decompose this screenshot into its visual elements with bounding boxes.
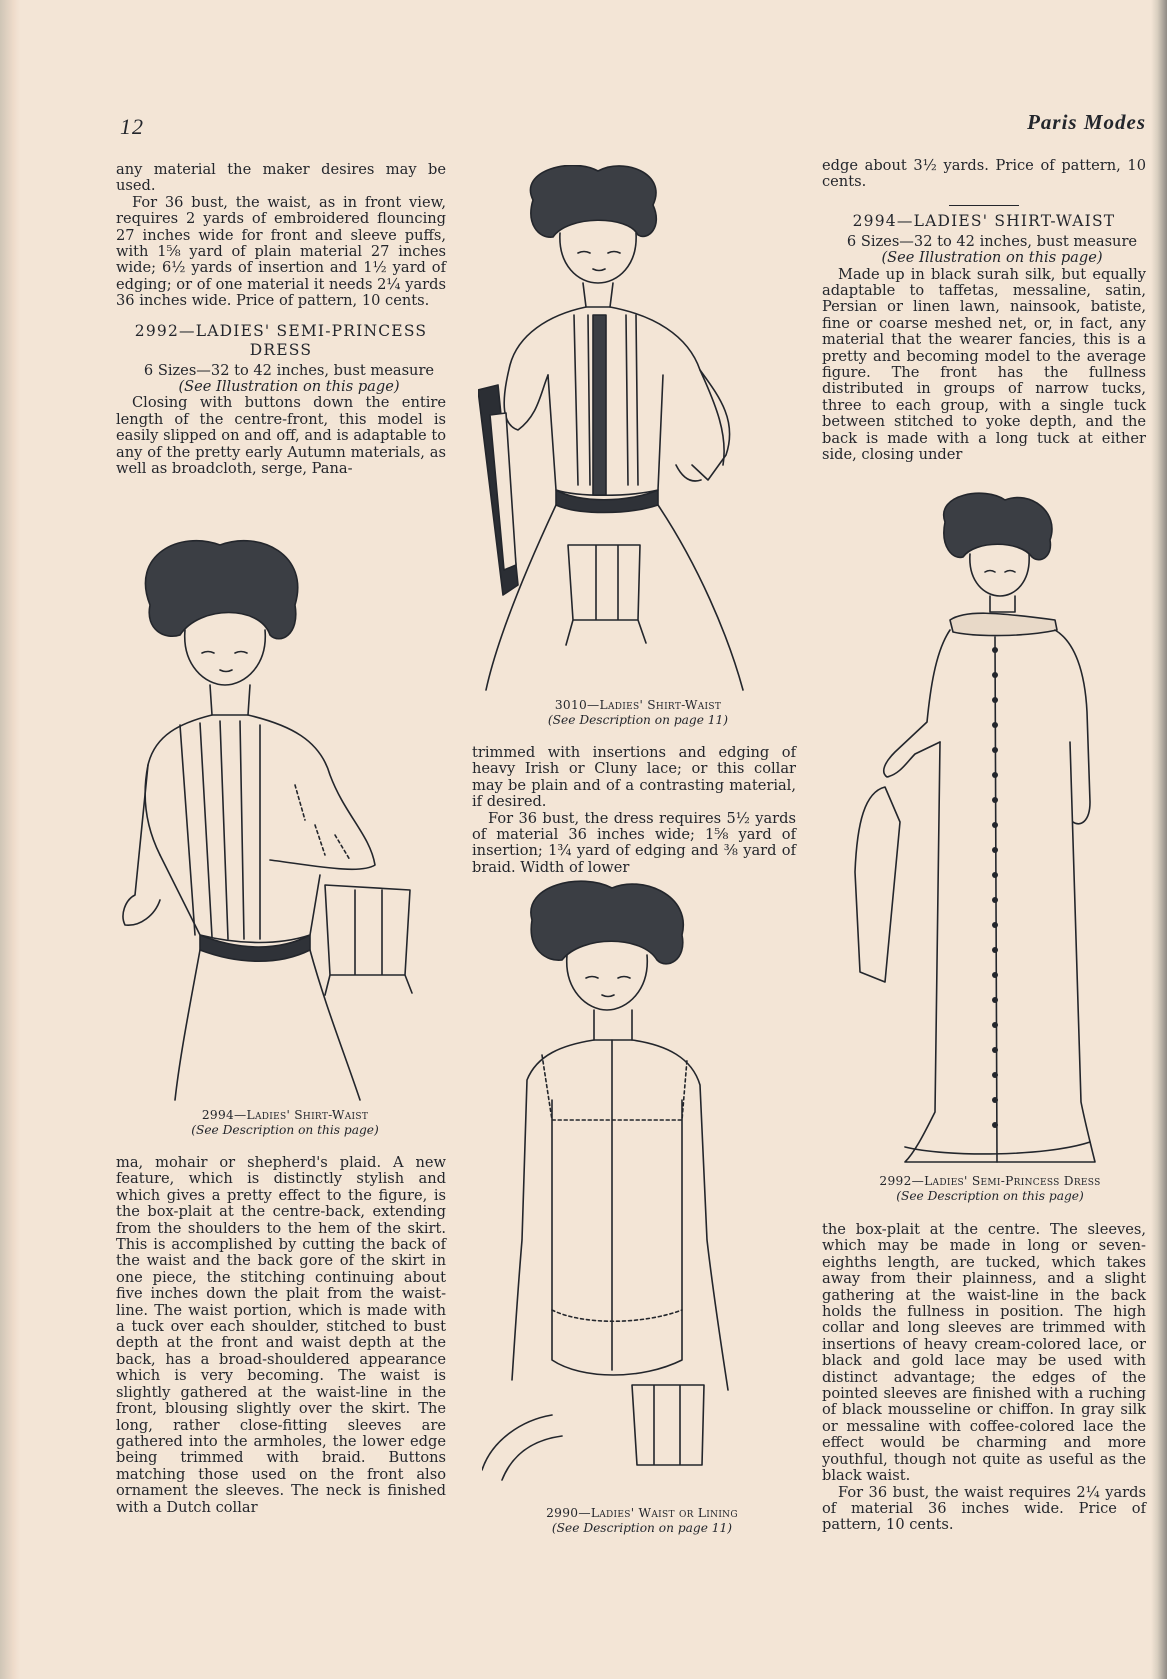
paragraph: ma, mohair or shepherd's plaid. A new feature, which is distinctly stylish and which gives a pretty effect to the figure, is the box-plait at the centre-back, extending from the shoulders to the hem of the skirt. This is accomplished by cutting the back of the waist and the back gore of the skirt in one piece, the stitching continuing about five inches down the plait from the waist-line. The waist portion, which is made with a tuck over each shoulder, stitched to bust depth at the front and waist depth at the back, has a broad-shouldered appearance which is very becoming. The waist is slightly gathered at the waist-line in the front, blousing slightly over the skirt. The long, rather close-fitting sleeves are gathered into the armholes, the lower edge being trimmed with braid. Buttons matching those used on the front also ornament the sleeves. The neck is finished with a Dutch collar bbox=[116, 1154, 446, 1516]
page-spine bbox=[0, 0, 20, 1679]
caption-description: (See Description on page 11) bbox=[551, 1521, 733, 1535]
paragraph: edge about 3½ yards. Price of pattern, 10 cents. bbox=[822, 157, 1146, 191]
button-column-marks bbox=[990, 640, 1000, 1150]
divider bbox=[949, 205, 1019, 206]
paragraph: For 36 bust, the waist requires 2¼ yards of material 36 inches wide. Price of pattern, 10 cents. bbox=[822, 1483, 1146, 1534]
column-2-middle bbox=[472, 745, 796, 876]
paragraph: Closing with buttons down the entire length of the centre-front, this model is easily slipped on and off, and is adaptable to any of the pretty early Autumn materials, as well as broadcloth, serge, Pana- bbox=[116, 394, 446, 478]
paragraph: Made up in black surah silk, but equally adaptable to taffetas, messaline, satin, Persian or linen lawn, nainsook, batiste, fine or coarse meshed net, or, in fact, any material that the wearer fancies, this is a pretty and becoming model to the average figure. The front has the fullness distributed in groups of narrow tucks, three to each group, with a single tuck between stitched to yoke depth, and the back is made with a long tuck at either side, closing under bbox=[822, 265, 1146, 464]
column-1-bottom bbox=[116, 1155, 446, 1516]
sizes-line: 6 Sizes—32 to 42 inches, bust measure bbox=[143, 361, 435, 379]
article-heading-2994: 2994—LADIES' SHIRT-WAIST bbox=[852, 211, 1116, 230]
caption-3010 bbox=[478, 698, 798, 728]
caption-2990 bbox=[482, 1506, 802, 1536]
paragraph: the box-plait at the centre. The sleeves, which may be made in long or seven-eighths length, are tucked, which takes away from their plainness, and a slight gathering at the waist-line in the back holds the fullness in position. The high collar and long sleeves are trimmed with insertions of heavy cream-colored lace, or black and gold lace may be used with distinct advantage; the edges of the pointed sleeves are finished with a ruching of black mousseline or chiffon. In gray silk or messaline with coffee-colored lace the effect would be charming and more youthful, though not quite as useful as the black waist. bbox=[822, 1221, 1146, 1485]
see-illustration: (See Illustration on this page) bbox=[881, 249, 1103, 267]
article-heading-2992: 2992—LADIES' SEMI-PRINCESS DRESS bbox=[134, 321, 428, 359]
running-header: Paris Modes bbox=[1027, 110, 1146, 134]
illustration-2990-waist-or-lining bbox=[482, 880, 802, 1495]
column-3-top bbox=[822, 158, 1146, 464]
caption-description: (See Description on this page) bbox=[896, 1189, 1084, 1203]
page-number: 12 bbox=[120, 114, 144, 139]
paragraph: trimmed with insertions and edging of heavy Irish or Cluny lace; or this collar may be plain and of a contrasting material, if desired. bbox=[472, 744, 796, 811]
illustration-2992-semi-princess-dress bbox=[845, 492, 1125, 1172]
see-illustration: (See Illustration on this page) bbox=[178, 378, 400, 396]
column-1-top bbox=[116, 162, 446, 478]
caption-2992 bbox=[840, 1174, 1140, 1204]
caption-title: 2990—Ladies' Waist or Lining bbox=[546, 1506, 738, 1520]
caption-title: 2994—Ladies' Shirt-Waist bbox=[201, 1108, 369, 1122]
caption-description: (See Description on page 11) bbox=[547, 713, 729, 727]
sizes-line: 6 Sizes—32 to 42 inches, bust measure bbox=[846, 232, 1138, 250]
paragraph: For 36 bust, the waist, as in front view, requires 2 yards of embroidered flouncing 27 inches wide for front and sleeve puffs, with 1⅝ yard of plain material 27 inches wide; 6½ yards of insertion and 1½ yard of edging; or of one material it needs 2¼ yards 36 inches wide. Price of pattern, 10 cents. bbox=[116, 193, 446, 310]
page-fore-edge bbox=[1151, 0, 1167, 1679]
illustration-2994-shirt-waist bbox=[120, 535, 450, 1105]
illustration-3010-shirt-waist bbox=[478, 165, 798, 695]
caption-description: (See Description on this page) bbox=[191, 1123, 379, 1137]
column-3-bottom bbox=[822, 1222, 1146, 1534]
caption-2994 bbox=[120, 1108, 450, 1138]
caption-title: 3010—Ladies' Shirt-Waist bbox=[554, 698, 722, 712]
caption-title: 2992—Ladies' Semi-Princess Dress bbox=[879, 1174, 1101, 1188]
paragraph: any material the maker desires may be used. bbox=[116, 161, 446, 195]
paragraph: For 36 bust, the dress requires 5½ yards of material 36 inches wide; 1⅝ yard of insertion; 1¾ yard of edging and ⅜ yard of braid. Width of lower bbox=[472, 809, 796, 876]
